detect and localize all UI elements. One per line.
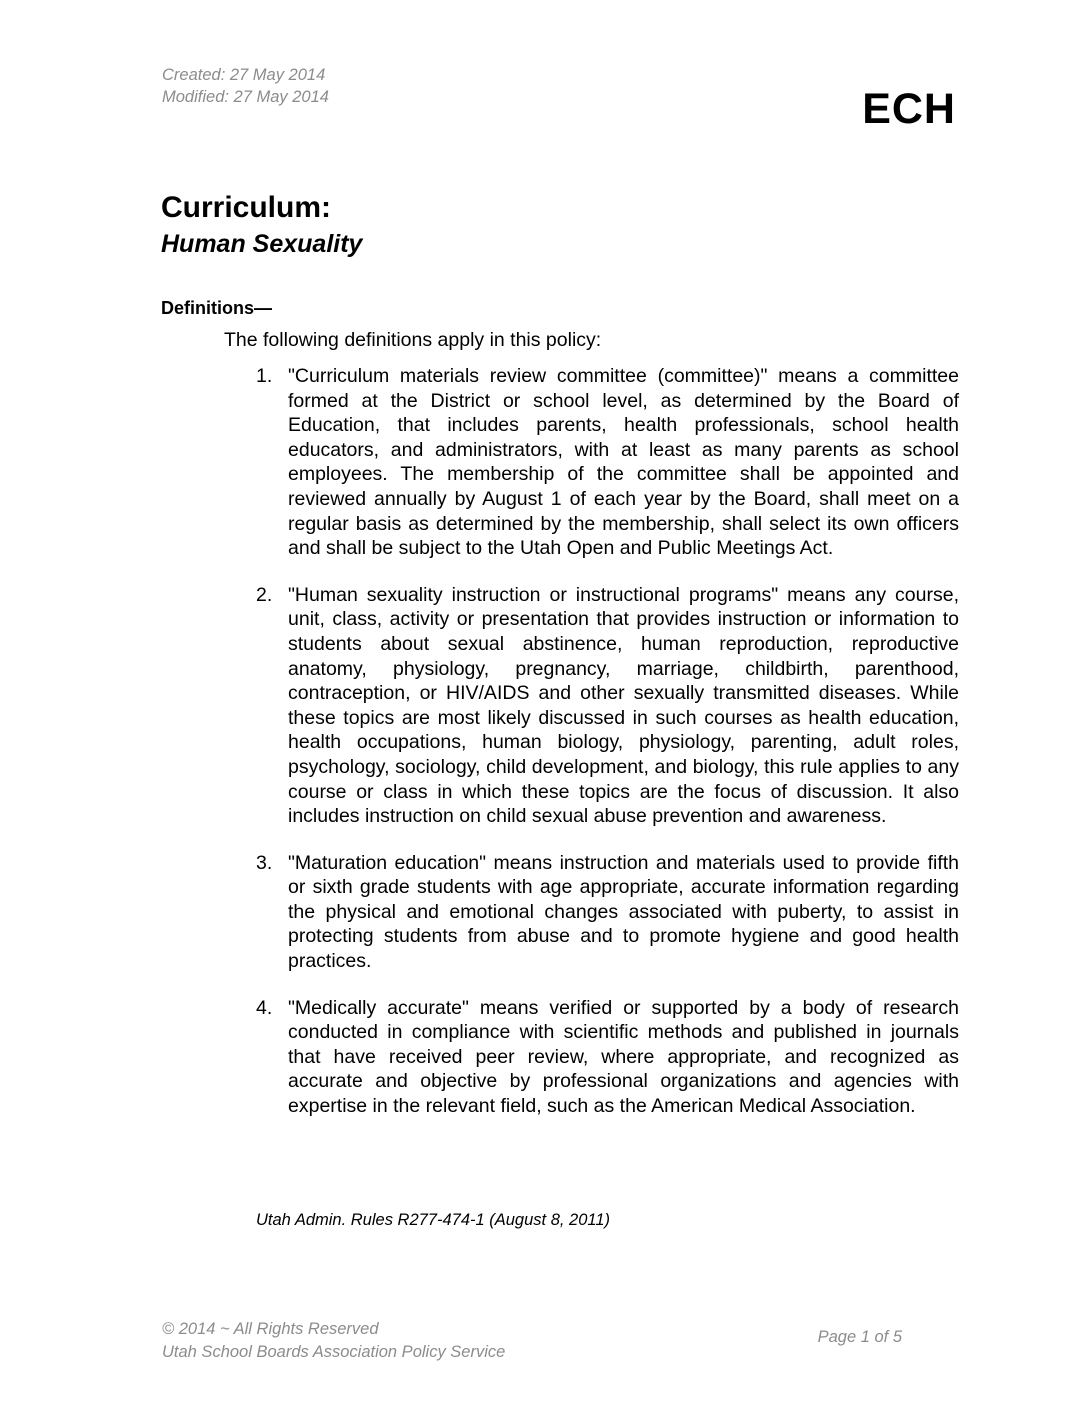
section-heading: Definitions— xyxy=(161,298,272,318)
definition-text: "Human sexuality instruction or instructional programs" means any course, unit, class, activity or presentation that provides instruction or information to students about sexual abstinence, human reproduction, reproductive anatomy, physiology, pregnancy, marriage, childbirth, parenthood, contraception, or HIV/AIDS and other sexually transmitted diseases. While these topics are most likely discussed in such courses as health education, health occupations, human biology, physiology, parenting, adult roles, psychology, sociology, child development, and biology, this rule applies to any course or class in which these topics are the focus of discussion. It also includes instruction on child sexual abuse prevention and awareness. xyxy=(288,583,959,828)
definition-number: 4. xyxy=(256,996,273,1019)
publisher-name: Utah School Boards Association Policy Service xyxy=(162,1343,506,1361)
document-title: Curriculum: xyxy=(161,191,332,224)
created-date: Created: 27 May 2014 xyxy=(162,66,326,84)
copyright-notice: © 2014 ~ All Rights Reserved xyxy=(162,1320,379,1338)
modified-date: Modified: 27 May 2014 xyxy=(162,88,329,106)
definition-item xyxy=(256,851,959,974)
definition-number: 1. xyxy=(256,365,273,387)
definition-item xyxy=(256,996,959,1119)
definition-text: "Maturation education" means instruction and materials used to provide fifth or sixth grade students with age appropriate, accurate information regarding the physical and emotional changes associated with puberty, to assist in protecting students from abuse and to promote hygiene and good health practices. xyxy=(288,851,959,973)
page-number: Page 1 of 5 xyxy=(817,1328,902,1346)
definition-item xyxy=(256,364,959,561)
definition-number: 2. xyxy=(256,583,273,606)
definition-text: "Curriculum materials review committee (committee)" means a committee formed at the District or school level, as determined by the Board of Education, that includes parents, health professionals, school health educators, and administrators, with at least as many parents as school employees. The membership of the committee shall be appointed and reviewed annually by August 1 of each year by the Board, shall meet on a regular basis as determined by the membership, shall select its own officers and shall be subject to the Utah Open and Public Meetings Act. xyxy=(288,365,959,560)
document-metadata xyxy=(162,64,329,108)
definition-number: 3. xyxy=(256,851,273,874)
document-subtitle: Human Sexuality xyxy=(161,230,363,258)
legal-citation: Utah Admin. Rules R277-474-1 (August 8, 2011) xyxy=(256,1211,611,1229)
definition-text: "Medically accurate" means verified or supported by a body of research conducted in compliance with scientific methods and published in journals that have received peer review, where appropriate, and recognized as accurate and objective by professional organizations and agencies with expertise in the relevant field, such as the American Medical Association. xyxy=(288,996,959,1118)
section-intro: The following definitions apply in this policy: xyxy=(224,329,602,351)
definitions-list xyxy=(256,364,959,1141)
footer-left xyxy=(162,1318,505,1364)
policy-code: ECH xyxy=(862,85,956,133)
definition-item xyxy=(256,583,959,829)
